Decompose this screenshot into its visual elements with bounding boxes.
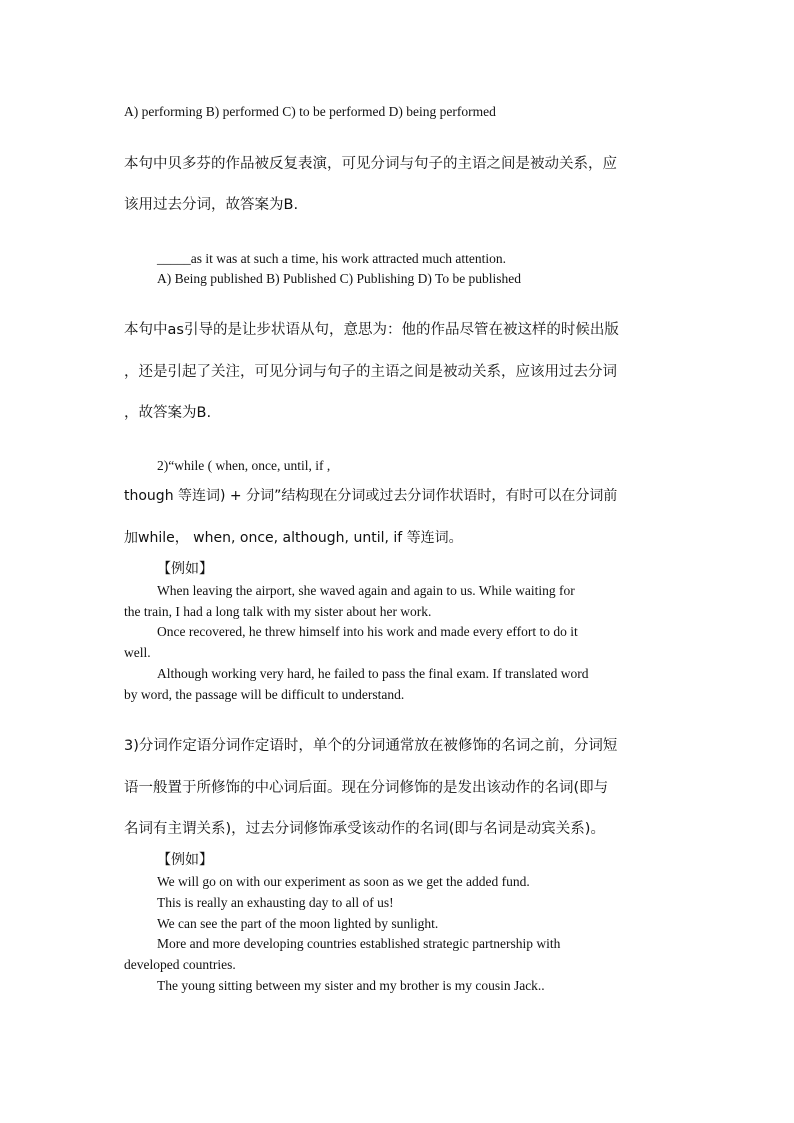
example-line: More and more developing countries established strategic partnership with: [157, 936, 561, 951]
example-heading: 【例如】: [157, 561, 213, 577]
explanation-line: ，故答案为B.: [124, 405, 212, 421]
answer-options: A) performing B) performed C) to be performed D) being performed: [124, 104, 496, 119]
section-text: 加while， when, once, although, until, if 等连词。: [124, 530, 463, 546]
section-text: though 等连词) + 分词”结构现在分词或过去分词作状语时，有时可以在分词前: [124, 488, 618, 504]
example-line: We can see the part of the moon lighted by sunlight.: [157, 916, 439, 931]
section-heading: 2)“while ( when, once, until, if ,: [157, 458, 331, 473]
answer-options: A) Being published B) Published C) Publishing D) To be published: [157, 271, 522, 286]
example-line: We will go on with our experiment as soon as we get the added fund.: [157, 874, 530, 889]
section-text: 名词有主谓关系)，过去分词修饰承受该动作的名词(即与名词是动宾关系)。: [124, 821, 605, 837]
example-line: The young sitting between my sister and my brother is my cousin Jack..: [157, 978, 545, 993]
example-line: the train, I had a long talk with my sister about her work.: [124, 604, 432, 619]
example-line: Once recovered, he threw himself into his work and made every effort to do it: [157, 624, 578, 639]
section-text: 语一般置于所修饰的中心词后面。现在分词修饰的是发出该动作的名词(即与: [124, 780, 609, 796]
section-text: 3)分词作定语分词作定语时，单个的分词通常放在被修饰的名词之前，分词短: [124, 738, 618, 754]
example-line: This is really an exhausting day to all of us!: [157, 895, 394, 910]
example-line: When leaving the airport, she waved again and again to us. While waiting for: [157, 583, 575, 598]
question-text: _____as it was at such a time, his work attracted much attention.: [157, 251, 507, 266]
example-heading: 【例如】: [157, 852, 213, 868]
explanation-line: 本句中as引导的是让步状语从句，意思为：他的作品尽管在被这样的时候出版: [124, 322, 619, 338]
example-line: well.: [124, 645, 151, 660]
example-line: by word, the passage will be difficult to understand.: [124, 687, 405, 702]
explanation-line: ，还是引起了关注，可见分词与句子的主语之间是被动关系，应该用过去分词: [124, 364, 617, 380]
explanation-line: 该用过去分词，故答案为B.: [124, 197, 299, 213]
example-line: developed countries.: [124, 957, 236, 972]
explanation-line: 本句中贝多芬的作品被反复表演，可见分词与句子的主语之间是被动关系，应: [124, 156, 617, 172]
example-line: Although working very hard, he failed to pass the final exam. If translated word: [157, 666, 589, 681]
